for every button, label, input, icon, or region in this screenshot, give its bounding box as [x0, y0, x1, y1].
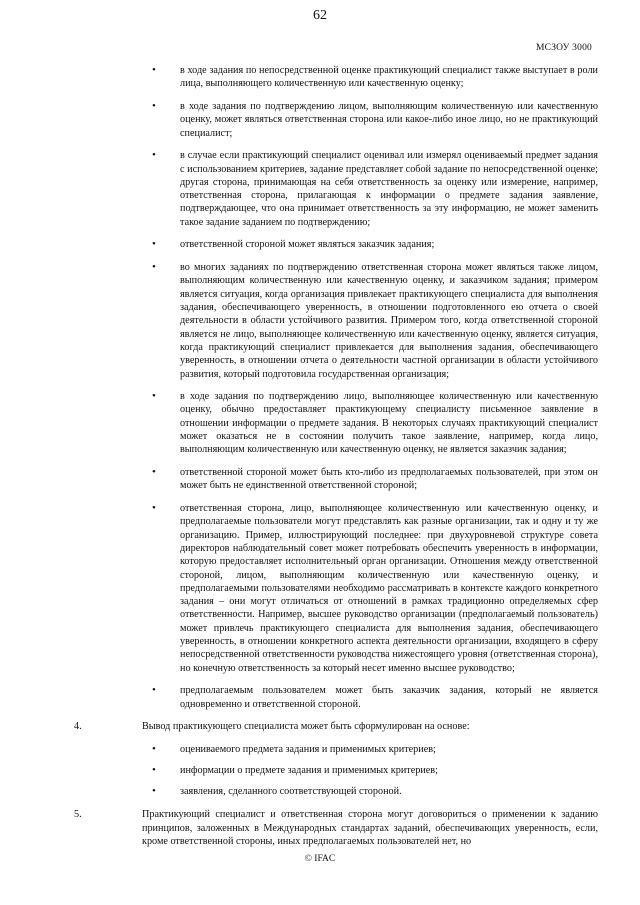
document-code: МСЗОУ 3000 [536, 43, 592, 53]
list-item: • информации о предмете задания и применимых критериев; [118, 764, 598, 777]
page-content [74, 64, 598, 857]
list-item: • в случае если практикующий специалист оценивал или измерял оцениваемый предмет задания с использованием критериев, задание представляет собой задание по непосредственной оценке; другая сторона, принимающая на себя ответственность за оценку или измерение, например, ответственная сторона, прилагающая к информации о предмете задания заявление, подтверждающее, что она принимает ответственность за эту информацию, не может заменить такое задание заданием по подтверждению; [118, 149, 598, 229]
footer-copyright: © IFAC [304, 854, 336, 864]
list-item: • во многих заданиях по подтверждению ответственная сторона может являться также лицом, выполняющим количественную или качественную оценку, и заказчиком задания; примером является ситуация, когда организация привлекает практикующего специалиста для выполнения задания, обеспечивающего уверенность, в отношении подготовленного ею отчета о своей деятельности в области устойчивого развития. Примером того, когда ответственной стороной является не лицо, выполняющее количественную или качественную оценку, является ситуация, когда практикующий специалист привлекается для выполнения задания, обеспечивающего уверенность, в отношении отчета о деятельности частной организации в области устойчивого развития, который подготовила государственная организация; [118, 261, 598, 381]
list-item: • в ходе задания по непосредственной оценке практикующий специалист также выступает в роли лица, выполняющего количественную или качественную оценку; [118, 64, 598, 91]
paragraph-text: Вывод практикующего специалиста может быть сформулирован на основе: [142, 721, 470, 733]
bullet-list-para4 [118, 743, 598, 799]
list-item: • в ходе задания по подтверждению лицо, выполняющее количественную или качественную оценку, обычно предоставляет практикующему специалисту письменное заявление в отношении информации о предмете задания. В некоторых случаях практикующий специалист может оказаться не в состоянии получить такое заявление, например, когда лицо, выполняющим количественную или качественную оценку, не является заказчик задания; [118, 390, 598, 456]
list-item: • предполагаемым пользователем может быть заказчик задания, который не является одновременно и ответственной стороной. [118, 684, 598, 711]
list-item: • оцениваемого предмета задания и применимых критериев; [118, 743, 598, 756]
bullet-list-top [118, 64, 598, 711]
paragraph-4 [74, 720, 598, 733]
list-item: • заявления, сделанного соответствующей стороной. [118, 785, 598, 798]
paragraph-number: 4. [74, 721, 82, 733]
list-item: • ответственная сторона, лицо, выполняющее количественную или качественную оценку, и предполагаемые пользователи могут представлять как разные организации, так и одну и ту же организацию. Пример, иллюстрирующий последнее: при двухуровневой структуре совета директоров наблюдательный совет может потребовать обеспечить уверенность в информации, которую предоставляет исполнительный орган организации. Отношения между ответственной стороной, лицом, выполняющим количественную или качественную оценку, и предполагаемыми пользователями необходимо рассматривать в контексте каждого конкретного задания – они могут отличаться от отношений в рамках традиционно определяемых сфер ответственности. Например, высшее руководство организации (предполагаемый пользователь) может привлечь практикующего специалиста для выполнения задания, обеспечивающего уверенность, в отношении конкретного аспекта деятельности организации, входящего в сферу непосредственной ответственности руководства нижестоящего уровня (ответственная сторона), но конечную ответственность за который несет именно высшее руководство; [118, 502, 598, 675]
paragraph-text: Практикующий специалист и ответственная сторона могут договориться о применении к заданию принципов, заложенных в Международных стандартах заданий, обеспечивающих уверенность, если, кроме ответственной стороны, иных предполагаемых пользователей нет, но [142, 809, 598, 848]
list-item: • ответственной стороной может быть кто-либо из предполагаемых пользователей, при этом он может быть не единственной ответственной стороной; [118, 466, 598, 493]
list-item: • в ходе задания по подтверждению лицом, выполняющим количественную или качественную оценку, может являться ответственная сторона или какое-либо иное лицо, но не практикующий специалист; [118, 100, 598, 140]
paragraph-5 [74, 808, 598, 848]
list-item: • ответственной стороной может являться заказчик задания; [118, 238, 598, 251]
paragraph-number: 5. [74, 809, 82, 821]
page-number: 62 [313, 8, 327, 23]
